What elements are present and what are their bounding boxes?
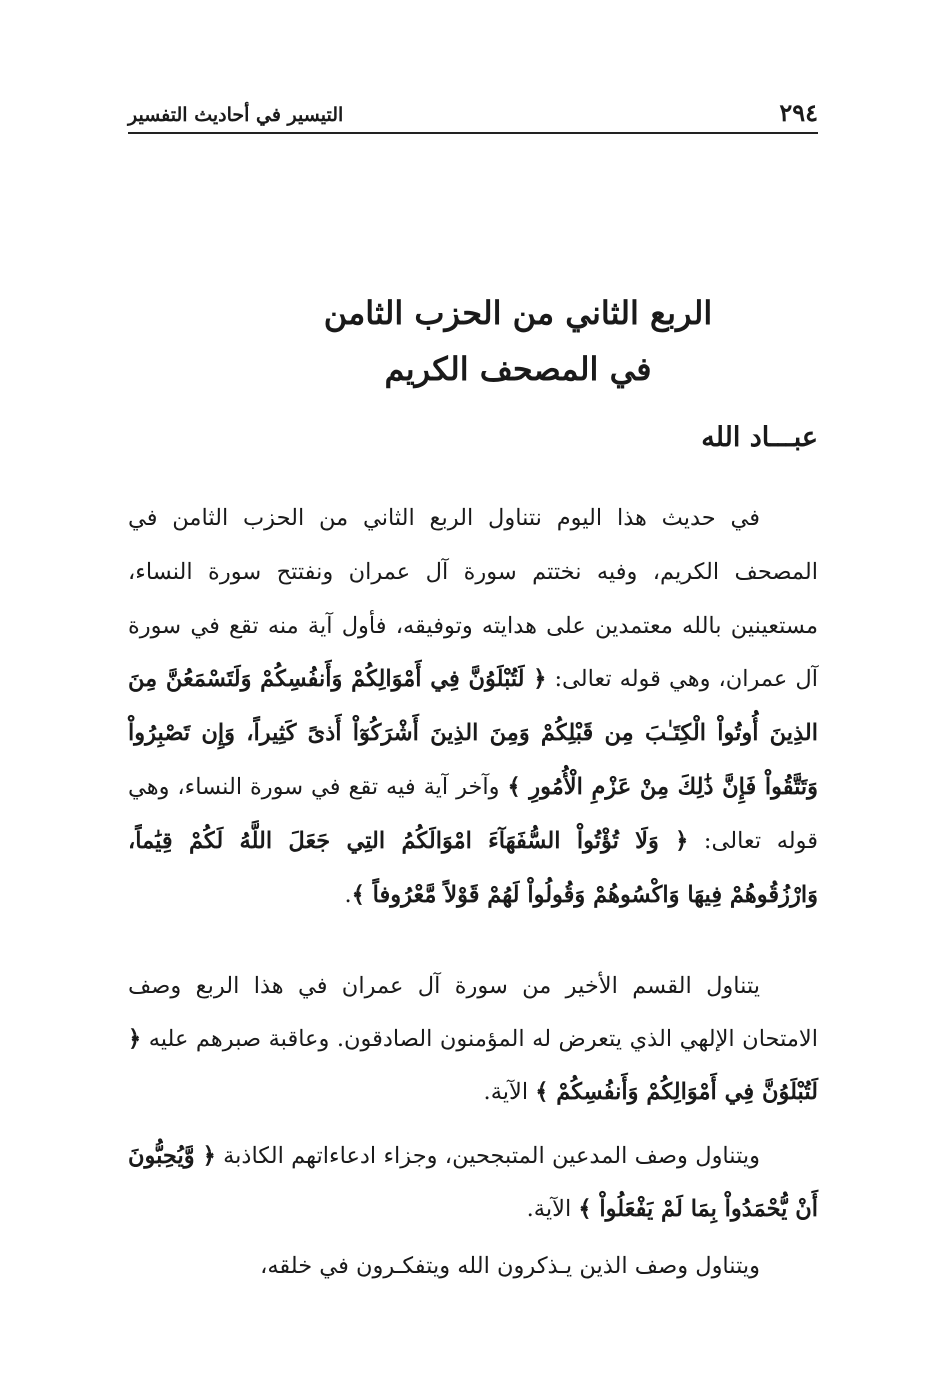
paragraph-1-middle: وآخر آية فيه تقع في سورة النساء، وهي قوله تعالى: [128, 773, 818, 854]
book-title: التيسير في أحاديث التفسير [128, 104, 344, 126]
quran-verse-3: ﴿ لَتُبْلَوُنَّ فِي أَمْوَالِكُمْ وَأَنفُسِكُمْ ﴾ [128, 1026, 818, 1105]
chapter-title-line-2: في المصحف الكريم [384, 350, 652, 388]
chapter-title-line-1: الربع الثاني من الحزب الثامن [323, 294, 713, 332]
paragraph-2-text: يتناول القسم الأخير من سورة آل عمران في هذا الربع وصف الامتحان الإلهي الذي يتعرض له المؤمنون الصادقون. وعاقبة صبرهم عليه [128, 973, 819, 1052]
paragraph-3 [128, 1130, 818, 1236]
paragraph-2-end: الآية. [483, 1079, 529, 1105]
page-number: ٢٩٤ [779, 98, 818, 127]
paragraph-2 [128, 960, 818, 1119]
quran-verse-4: ﴿ وَّيُحِبُّونَ أَنْ يُّحْمَدُواْ بِمَا لَمْ يَفْعَلُواْ ﴾ [128, 1143, 818, 1222]
chapter-title [128, 285, 818, 397]
paragraph-1-intro: في حديث هذا اليوم نتناول الربع الثاني من الحزب الثامن في المصحف الكريم، وفيه نختتم سورة آل عمران ونفتتح سورة النساء، مستعينين بالله معتمدين على هدايته وتوفيقه، فأول آية منه تقع في سورة آل عمران، وهي قوله تعالى: [128, 505, 818, 693]
header-rule [128, 132, 818, 134]
paragraph-4 [128, 1240, 818, 1293]
paragraph-1-end: . [344, 881, 352, 908]
paragraph-3-end: الآية. [526, 1196, 572, 1222]
quran-verse-2: ﴿ وَلَا تُؤْتُواْ السُّفَهَآءَ امْوَالَكُمُ التِي جَعَلَ اللَّهُ لَكُمْ قِيَٰماً، وَارْزُقُوهُمْ فِيهَا وَاكْسُوهُمْ وَقُولُواْ لَهُمْ قَوْلاً مَّعْرُوفاً ﴾ [128, 827, 818, 908]
quran-verse-1: ﴿ لَتُبْلَوُنَّ فِي أَمْوَالِكُمْ وَأَنفُسِكُمْ وَلَتَسْمَعُنَّ مِنَ الذِينَ أُوتُواْ الْكِتَـٰبَ مِن قَبْلِكُمْ وَمِنَ الذِينَ أَشْرَكُوٓاْ أَذىً كَثِيراً، وَإِن تَصْبِرُواْ وَتَتَّقُواْ فَإِنَّ ذَٰلِكَ مِنْ عَزْمِ الْأُمُورِ ﴾ [128, 666, 818, 800]
paragraph-3-text: ويتناول وصف المدعين المتبجحين، وجزاء ادعاءاتهم الكاذبة [223, 1143, 760, 1169]
running-header [128, 92, 818, 132]
paragraph-4-text: ويتناول وصف الذين يـذكرون الله ويتفكـرون في خلقه، [260, 1253, 760, 1279]
paragraph-1 [128, 492, 818, 922]
address-heading: عبـــاد الله [701, 422, 818, 453]
